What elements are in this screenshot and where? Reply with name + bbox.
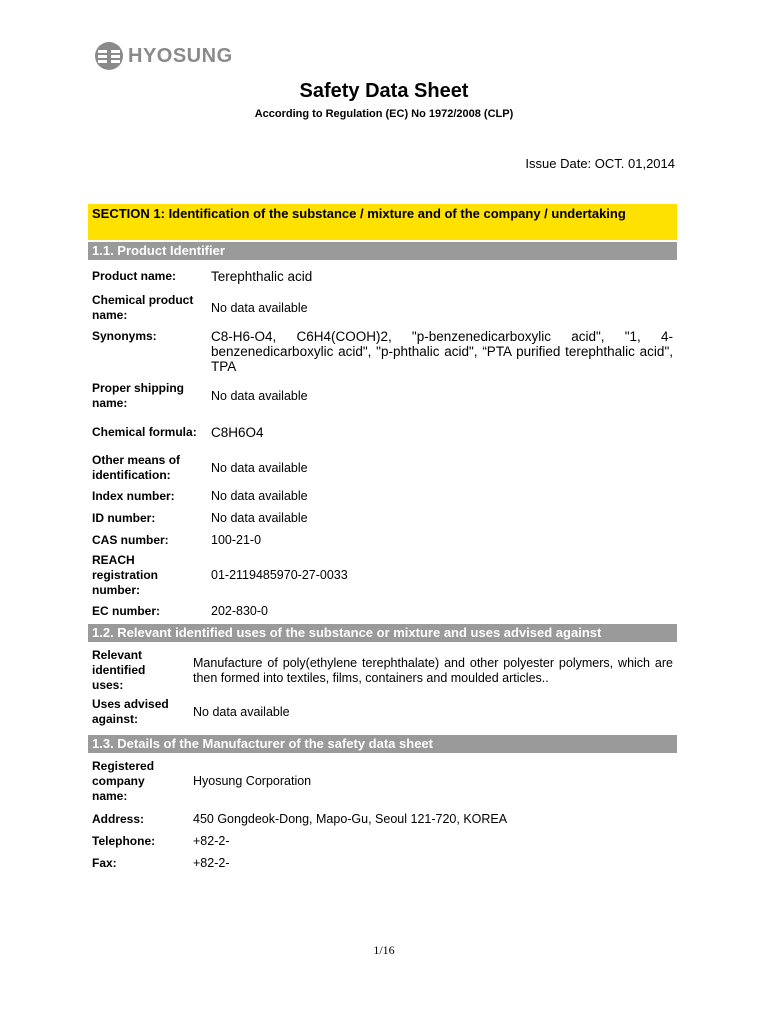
kv-row	[88, 810, 677, 828]
product-identifier-table	[88, 266, 677, 620]
kv-row	[88, 531, 677, 549]
id-number-value: No data available	[211, 510, 308, 525]
kv-row	[88, 553, 677, 598]
uses-advised-against-label: Uses advised against:	[92, 697, 169, 726]
reach-registration-value: 01-2119485970-27-0033	[211, 568, 348, 582]
fax-label: Fax:	[92, 855, 117, 870]
relevant-uses-label: Relevant identified uses:	[92, 648, 146, 692]
kv-row	[88, 832, 677, 850]
kv-row	[88, 381, 677, 411]
index-number-value: No data available	[211, 488, 308, 503]
relevant-uses-value: Manufacture of poly(ethylene terephthalate) and other polyester polymers, which are then formed into textiles, films, containers and moulded articles..	[193, 655, 673, 685]
proper-shipping-name-label: Proper shipping name:	[92, 381, 185, 410]
kv-row	[88, 648, 677, 693]
kv-row	[88, 854, 677, 872]
kv-row	[88, 266, 677, 287]
manufacturer-details-table	[88, 759, 677, 872]
other-means-value: No data available	[211, 460, 308, 475]
uses-advised-against-value: No data available	[193, 704, 290, 719]
document-title: Safety Data Sheet	[299, 80, 469, 102]
address-value: 450 Gongdeok-Dong, Mapo-Gu, Seoul 121-720, KOREA	[193, 811, 508, 826]
address-label: Address:	[92, 811, 145, 826]
product-name-label: Product name:	[92, 269, 177, 283]
hyosung-logo-icon	[94, 41, 124, 71]
subsection-1-1-header: 1.1. Product Identifier	[88, 242, 677, 260]
id-number-label: ID number:	[92, 510, 156, 525]
chemical-formula-value: C8H6O4	[211, 424, 264, 440]
subsection-1-2-header: 1.2. Relevant identified uses of the substance or mixture and uses advised against	[88, 624, 677, 642]
kv-row	[88, 417, 677, 447]
telephone-value: +82-2-	[193, 833, 230, 848]
cas-number-label: CAS number:	[92, 532, 169, 547]
fax-value: +82-2-	[193, 855, 230, 870]
kv-row	[88, 759, 677, 804]
kv-row	[88, 602, 677, 620]
product-name-value: Terephthalic acid	[211, 269, 313, 284]
brand-name: HYOSUNG	[128, 44, 233, 67]
synonyms-value: C8-H6-O4, C6H4(COOH)2, "p-benzenedicarboxylic acid", "1, 4-benzenedicarboxylic acid", "p-phthalic acid", “PTA purified terephthalic acid", TPA	[211, 329, 673, 374]
kv-row	[88, 453, 677, 483]
cas-number-value: 100-21-0	[211, 532, 262, 547]
chemical-product-name-value: No data available	[211, 300, 308, 315]
proper-shipping-name-value: No data available	[211, 388, 308, 403]
chemical-product-name-label: Chemical product name:	[92, 293, 194, 322]
issue-date: Issue Date: OCT. 01,2014	[525, 156, 675, 171]
kv-row	[88, 509, 677, 527]
telephone-label: Telephone:	[92, 833, 156, 848]
reach-registration-label: REACH registration number:	[92, 553, 159, 597]
kv-row	[88, 697, 677, 727]
subsection-1-3-header: 1.3. Details of the Manufacturer of the safety data sheet	[88, 735, 677, 753]
kv-row	[88, 487, 677, 505]
index-number-label: Index number:	[92, 488, 175, 503]
registered-company-value: Hyosung Corporation	[193, 774, 312, 788]
document-subtitle: According to Regulation (EC) No 1972/2008 (CLP)	[254, 108, 514, 120]
synonyms-label: Synonyms:	[92, 329, 157, 343]
identified-uses-table	[88, 648, 677, 727]
registered-company-label: Registered company name:	[92, 759, 155, 803]
company-logo	[94, 41, 233, 71]
ec-number-value: 202-830-0	[211, 603, 268, 618]
document-body	[88, 204, 677, 872]
ec-number-label: EC number:	[92, 603, 161, 618]
other-means-label: Other means of identification:	[92, 453, 181, 482]
kv-row	[88, 293, 677, 323]
chemical-formula-label: Chemical formula:	[92, 424, 197, 439]
section-1-header: SECTION 1: Identification of the substance / mixture and of the company / undertaking	[88, 204, 677, 240]
kv-row	[88, 329, 677, 377]
page-number: 1/16	[373, 943, 395, 957]
